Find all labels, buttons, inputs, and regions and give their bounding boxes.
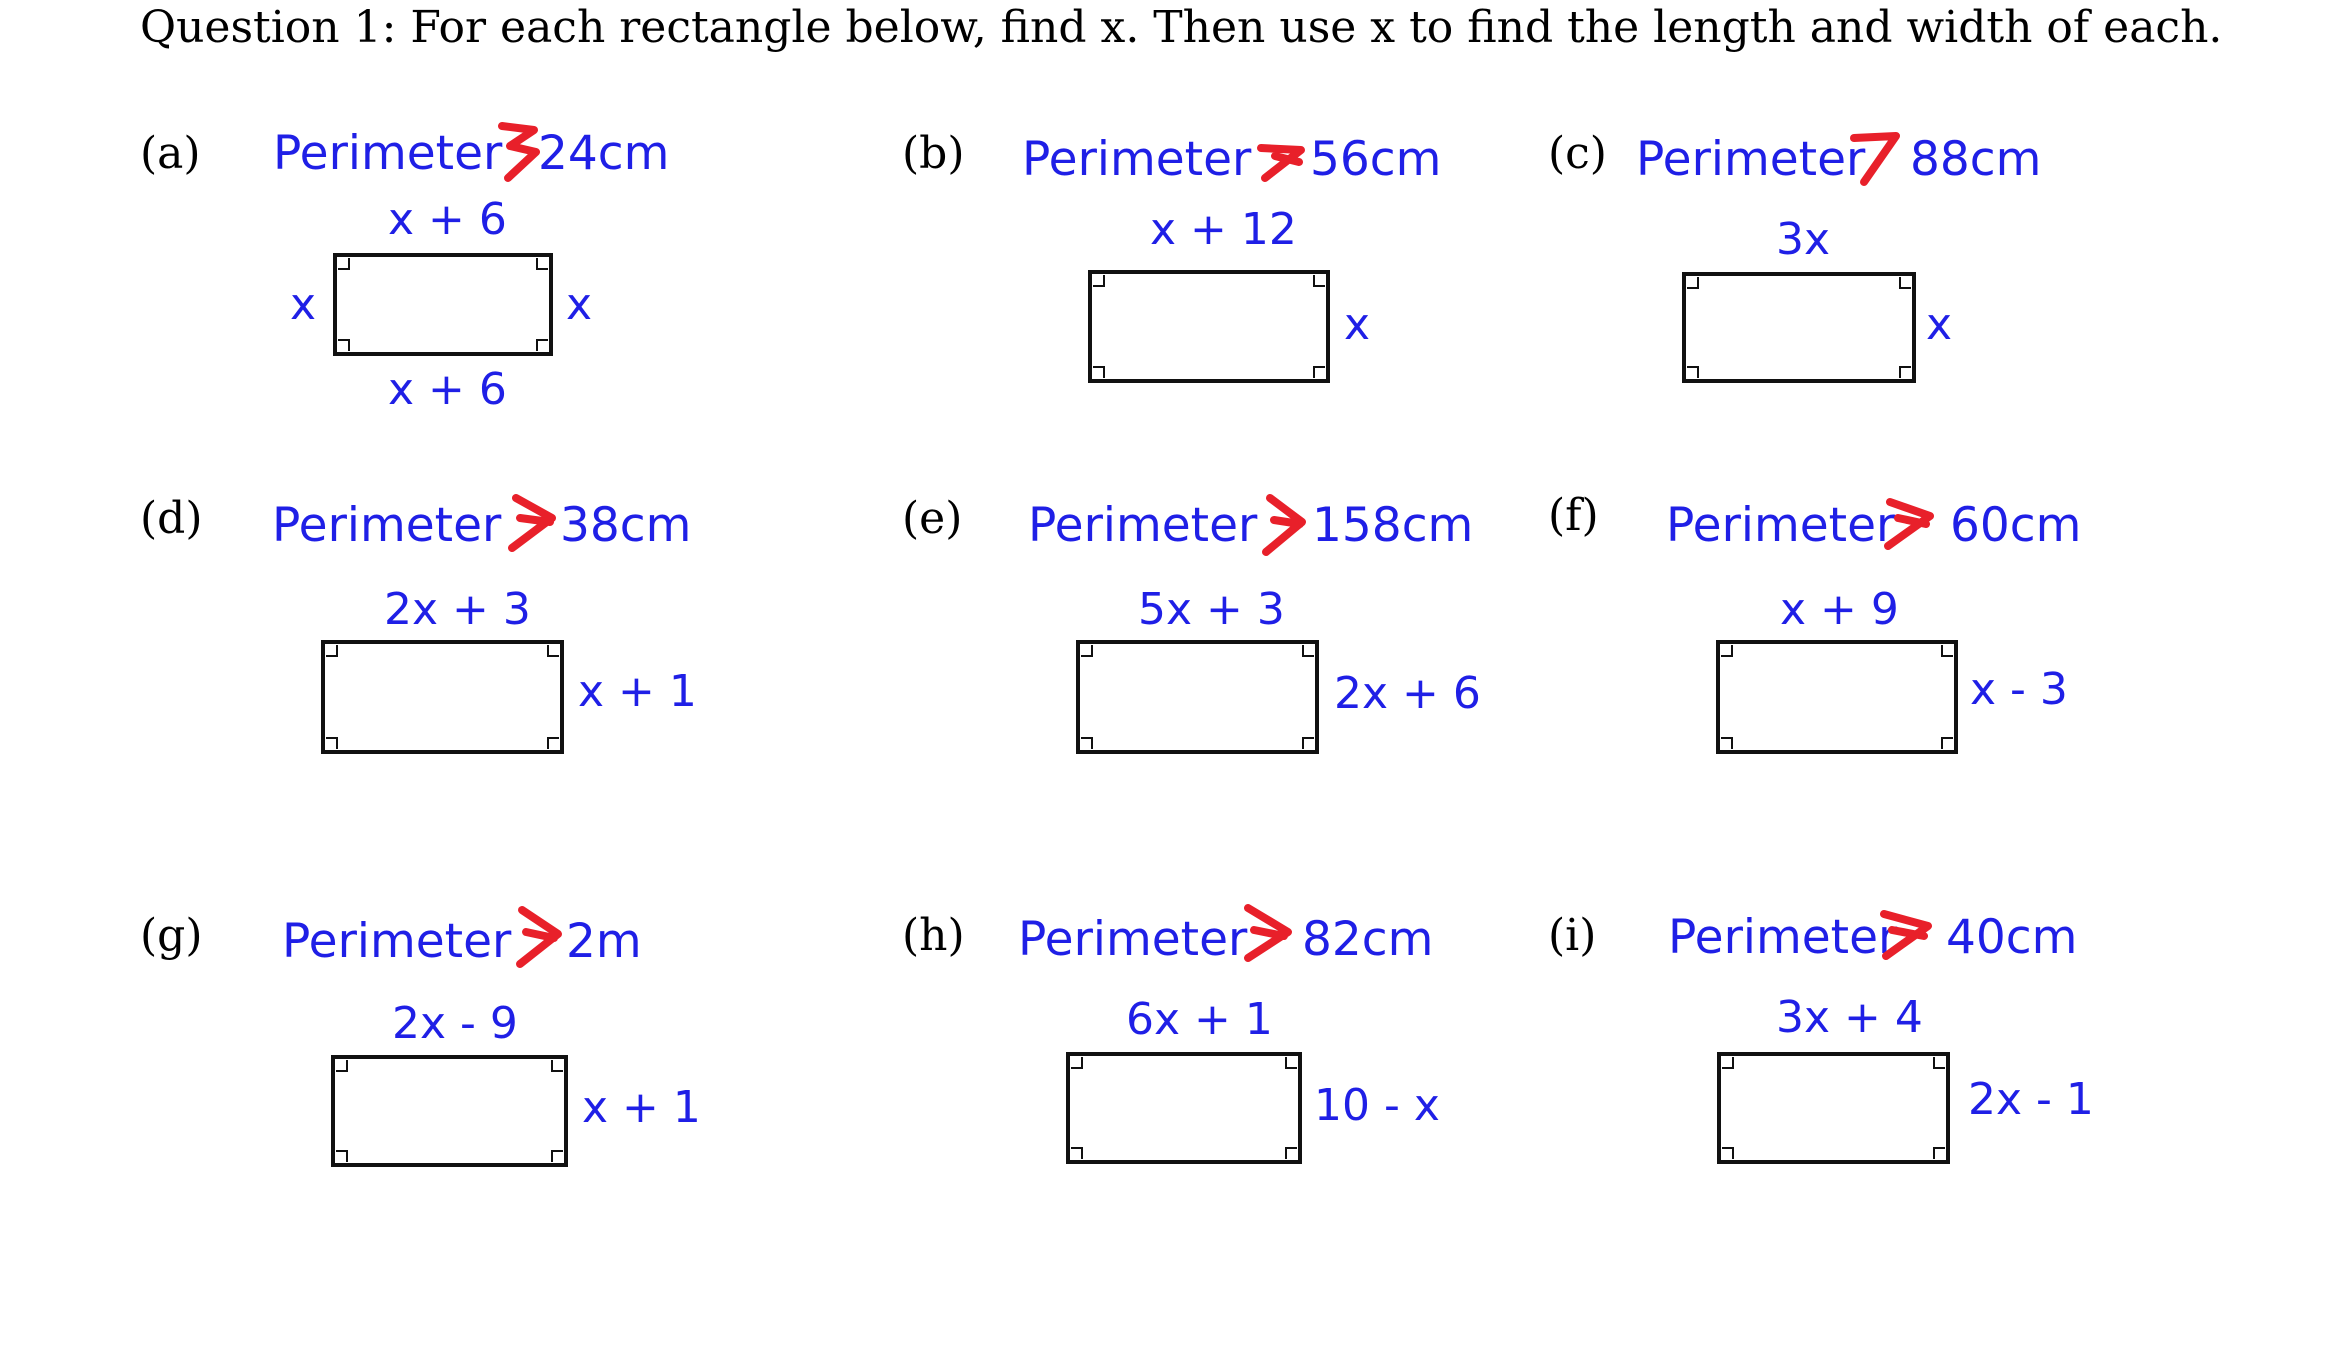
right-side-label: 2x - 1 bbox=[1968, 1074, 2094, 1125]
right-side-label: x + 1 bbox=[582, 1082, 701, 1133]
perimeter-value: 38cm bbox=[560, 498, 692, 553]
perimeter-label: Perimeter bbox=[1666, 498, 1896, 553]
problem-letter: (b) bbox=[902, 128, 965, 179]
right-side-label: 2x + 6 bbox=[1334, 668, 1481, 719]
problem-letter: (f) bbox=[1548, 490, 1599, 541]
right-side-label: x bbox=[566, 279, 593, 330]
top-side-label: x + 12 bbox=[1150, 204, 1297, 255]
right-angle-marker bbox=[1933, 1057, 1945, 1069]
perimeter-label: Perimeter bbox=[272, 498, 502, 553]
perimeter-label: Perimeter bbox=[1668, 910, 1898, 965]
top-side-label: 3x + 4 bbox=[1776, 992, 1923, 1043]
problem-letter: (a) bbox=[140, 128, 201, 179]
correction-mark-icon bbox=[1876, 898, 1936, 968]
problem-letter: (e) bbox=[902, 493, 963, 544]
top-side-label: x + 6 bbox=[388, 194, 507, 245]
right-side-label: x - 3 bbox=[1970, 664, 2068, 715]
top-side-label: 6x + 1 bbox=[1126, 994, 1273, 1045]
right-side-label: x bbox=[1926, 299, 1953, 350]
right-angle-marker bbox=[1722, 1147, 1734, 1159]
top-side-label: 2x - 9 bbox=[392, 998, 518, 1049]
perimeter-value: 158cm bbox=[1312, 498, 1474, 553]
top-side-label: 3x bbox=[1776, 214, 1831, 265]
right-side-label: x bbox=[1344, 299, 1371, 350]
perimeter-value: 40cm bbox=[1946, 910, 2078, 965]
right-angle-marker bbox=[1933, 1147, 1945, 1159]
top-side-label: x + 9 bbox=[1780, 584, 1899, 635]
perimeter-label: Perimeter bbox=[1636, 132, 1866, 187]
top-side-label: 5x + 3 bbox=[1138, 584, 1285, 635]
problem-letter: (h) bbox=[902, 910, 965, 961]
perimeter-label: Perimeter bbox=[273, 126, 503, 181]
right-side-label: x + 1 bbox=[578, 666, 697, 717]
top-side-label: 2x + 3 bbox=[384, 584, 531, 635]
perimeter-label: Perimeter bbox=[282, 914, 512, 969]
left-side-label: x bbox=[290, 279, 317, 330]
question-title: Question 1: For each rectangle below, find x. Then use x to find the length and width of each. bbox=[140, 2, 2223, 53]
perimeter-value: 60cm bbox=[1950, 498, 2082, 553]
perimeter-label: Perimeter bbox=[1018, 912, 1248, 967]
perimeter-value: 24cm bbox=[538, 126, 670, 181]
perimeter-value: 2m bbox=[566, 914, 642, 969]
perimeter-value: 88cm bbox=[1910, 132, 2042, 187]
problem-letter: (g) bbox=[140, 910, 203, 961]
problem-letter: (d) bbox=[140, 493, 203, 544]
perimeter-value: 56cm bbox=[1310, 132, 1442, 187]
rectangle bbox=[1717, 1052, 1950, 1164]
problem-letter: (c) bbox=[1548, 128, 1607, 179]
right-side-label: 10 - x bbox=[1314, 1080, 1440, 1131]
problem-letter: (i) bbox=[1548, 910, 1597, 961]
bottom-side-label: x + 6 bbox=[388, 364, 507, 415]
perimeter-value: 82cm bbox=[1302, 912, 1434, 967]
perimeter-label: Perimeter bbox=[1028, 498, 1258, 553]
perimeter-label: Perimeter bbox=[1022, 132, 1252, 187]
right-angle-marker bbox=[1722, 1057, 1734, 1069]
